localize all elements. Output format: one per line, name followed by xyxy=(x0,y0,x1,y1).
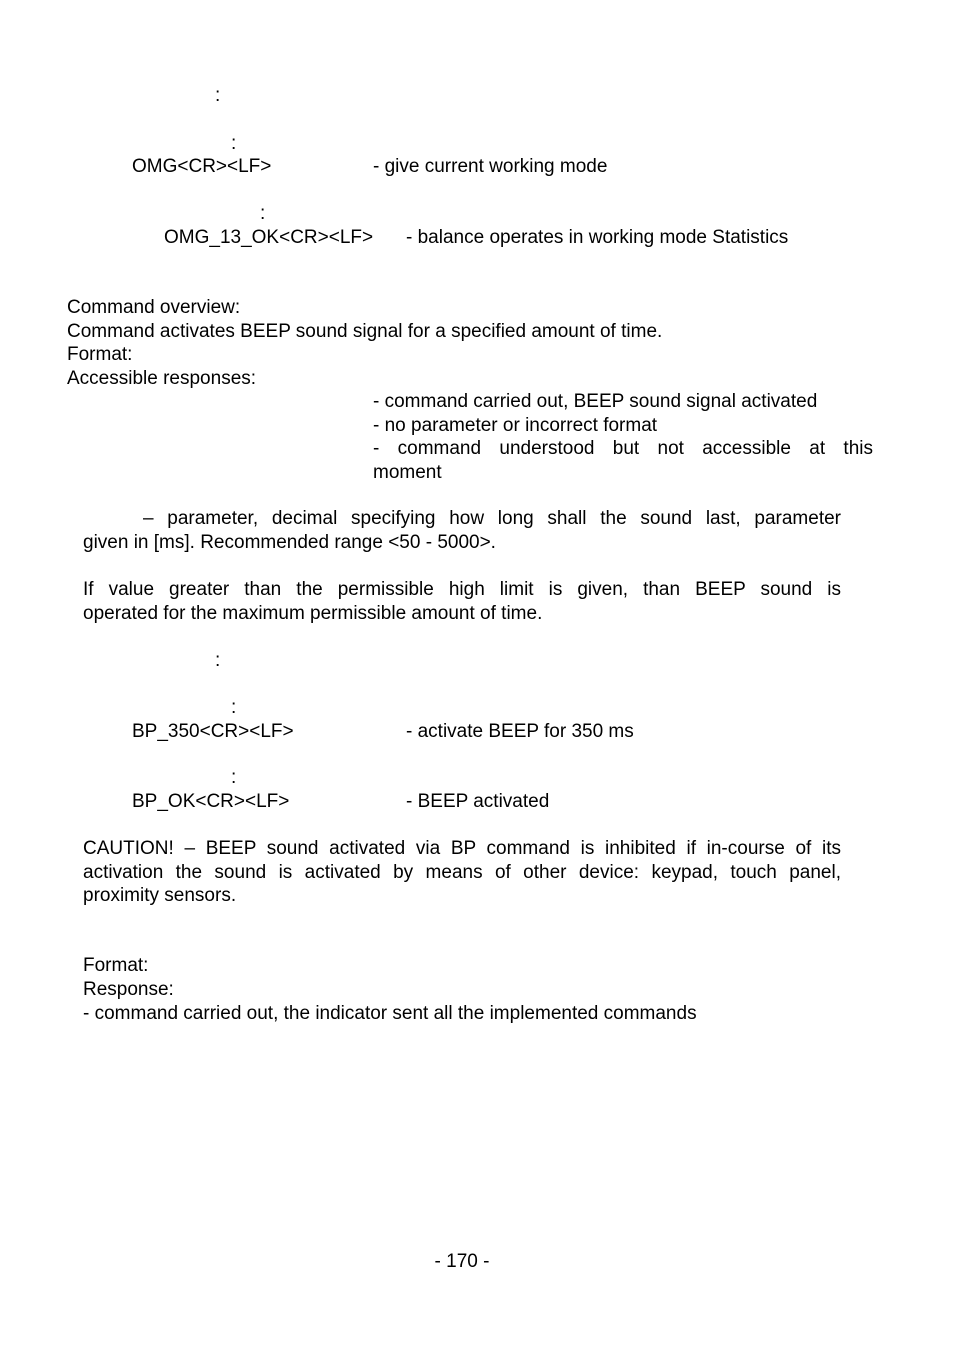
bp-response-item-3 xyxy=(373,437,873,484)
bp-response-item: - command carried out, BEEP sound signal activated xyxy=(373,391,818,412)
last-response-label: Response: xyxy=(83,979,174,1000)
last-format-label: Format: xyxy=(83,955,149,976)
bp-caution-line-3: proximity sensors. xyxy=(83,885,237,906)
bp-format-label: Format: xyxy=(67,344,133,365)
omg-colon-2: : xyxy=(231,133,237,154)
bp-caution-line-2: activation the sound is activated by means of other device: keypad, touch panel, xyxy=(83,861,841,883)
bp-limit-paragraph xyxy=(83,578,841,625)
bp-parameter-line-2: given in [ms]. Recommended range <50 - 5000>. xyxy=(83,531,496,553)
bp-caution-paragraph xyxy=(83,837,841,908)
bp-limit-line-2: operated for the maximum permissible amount of time. xyxy=(83,602,543,624)
omg-response-desc: - balance operates in working mode Statistics xyxy=(406,227,789,248)
bp-overview-label: Command overview: xyxy=(67,297,241,318)
bp-overview-text: Command activates BEEP sound signal for a specified amount of time. xyxy=(67,321,663,342)
bp-response-3-line-1: - command understood but not accessible at this xyxy=(373,438,873,459)
bp-parameter-paragraph xyxy=(83,507,841,554)
last-response-text: - command carried out, the indicator sent all the implemented commands xyxy=(83,1003,697,1024)
bp-response-item: - no parameter or incorrect format xyxy=(373,415,658,436)
omg-command-desc: - give current working mode xyxy=(373,156,608,177)
bp-response-3-line-2: moment xyxy=(373,461,442,483)
bp-responses-label: Accessible responses: xyxy=(67,368,257,389)
bp-parameter-line-1: – parameter, decimal specifying how long shall the sound last, parameter xyxy=(143,508,841,529)
page-number: - 170 - xyxy=(434,1251,490,1272)
omg-command: OMG<CR><LF> xyxy=(132,156,272,177)
bp-limit-line-1: If value greater than the permissible high limit is given, than BEEP sound is xyxy=(83,579,841,600)
bp-colon-3: : xyxy=(231,767,237,788)
bp-example-response-desc: - BEEP activated xyxy=(406,791,550,812)
bp-caution-line-1: CAUTION! – BEEP sound activated via BP command is inhibited if in-course of its xyxy=(83,838,841,859)
omg-colon-1: : xyxy=(215,85,221,106)
omg-colon-3: : xyxy=(260,203,266,224)
bp-example-command-desc: - activate BEEP for 350 ms xyxy=(406,721,634,742)
bp-colon-2: : xyxy=(231,697,237,718)
bp-colon-1: : xyxy=(215,650,221,671)
bp-example-response: BP_OK<CR><LF> xyxy=(132,791,290,812)
bp-example-command: BP_350<CR><LF> xyxy=(132,721,294,742)
omg-response: OMG_13_OK<CR><LF> xyxy=(164,227,374,248)
